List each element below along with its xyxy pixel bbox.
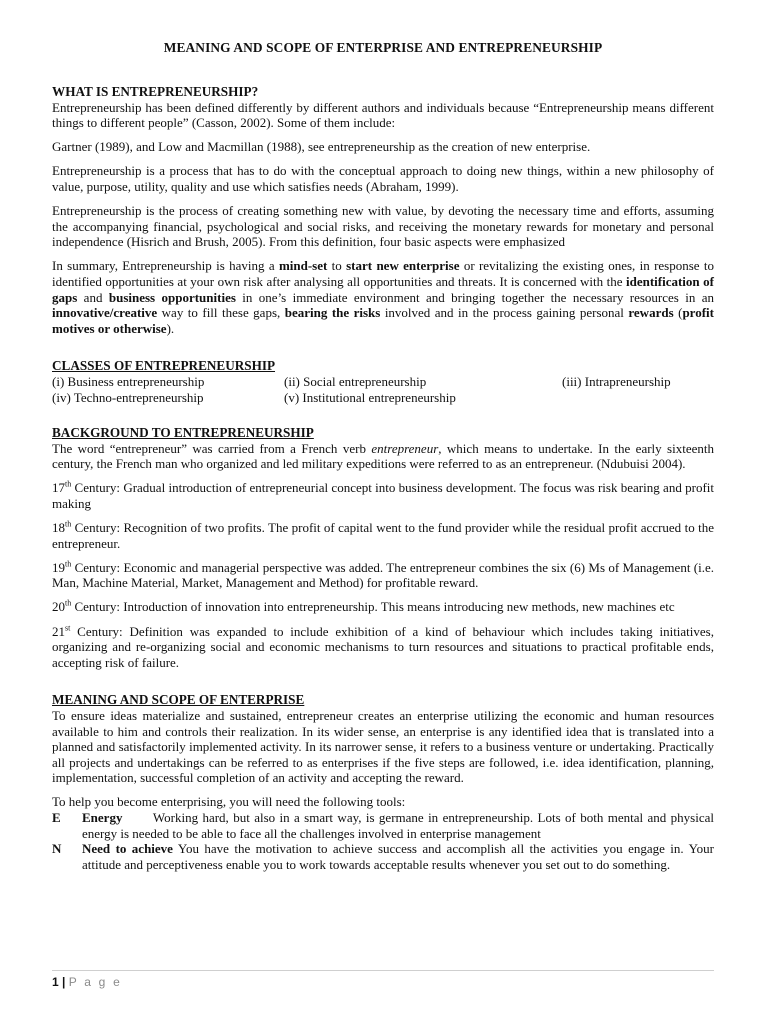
tool-letter: N: [52, 841, 62, 857]
tool-energy: [52, 809, 718, 841]
paragraph-definition-intro: Entrepreneurship has been defined differently by different authors and individuals because “Entrepreneurship means different things to different people” (Casson, 2002). Some of them include:: [52, 99, 714, 131]
list-item: (v) Institutional entrepreneurship: [284, 389, 456, 405]
tool-letter: E: [52, 809, 61, 825]
document-page: [52, 40, 718, 872]
section-heading-enterprise: MEANING AND SCOPE OF ENTERPRISE: [52, 692, 305, 708]
list-item: (iii) Intrapreneurship: [562, 373, 671, 389]
paragraph-process: Entrepreneurship is a process that has to do with the conceptual approach to doing new things, within a new philosophy of value, purpose, utility, quality and use which satisfies needs (Abraham, 1999).: [52, 163, 714, 194]
footer-separator: |: [62, 975, 66, 989]
paragraph-century-19: 19th Century: Economic and managerial perspective was added. The entrepreneur combines the six (6) Ms of Management (i.e. Man, Machine Material, Market, Management and Method) for profitable reward.: [52, 559, 714, 591]
paragraph-enterprise: To ensure ideas materialize and sustained, entrepreneur creates an enterprise utilizing the economic and human resources available to him and controls their realization. In its wider sense, an enterprise is any identified idea that is translated into a planned and satisfactorily implemented activity. In its narrower sense, it refers to a business venture or undertaking. Practically all projects and undertakings can be referred to as enterprises if the five steps are followed, i.e. idea identification, planning, implementation, successful completion of an activity and accepting the reward.: [52, 707, 714, 786]
tool-title: Need to achieve: [82, 841, 173, 857]
section-heading-what-is: WHAT IS ENTREPRENEURSHIP?: [52, 84, 259, 99]
tool-title: Energy: [82, 809, 123, 825]
classes-row: [52, 374, 714, 390]
section-heading-background: BACKGROUND TO ENTREPRENEURSHIP: [52, 425, 314, 441]
paragraph-tools-intro: To help you become enterprising, you will need the following tools:: [52, 794, 406, 810]
paragraph-gartner: Gartner (1989), and Low and Macmillan (1988), see entrepreneurship as the creation of new enterprise.: [52, 139, 591, 155]
list-item: (ii) Social entrepreneurship: [284, 373, 427, 389]
tool-text: You have the motivation to achieve success and accomplish all the activities you engage in. Your attitude and perceptiveness enable you to work towards acceptable results whenever you set out to do something.: [82, 841, 715, 872]
tool-text: Working hard, but also in a smart way, is germane in entrepreneurship. Lots of both mental and physical energy is needed to be able to face all the challenges involved in enterprise management: [82, 809, 718, 841]
classes-list: [52, 374, 714, 405]
paragraph-century-17: 17th Century: Gradual introduction of entrepreneurial concept into business development. The focus was risk bearing and profit making: [52, 480, 714, 511]
list-item: (iv) Techno-entrepreneurship: [52, 389, 204, 405]
tool-need-to-achieve: [52, 841, 714, 872]
page-label: P a g e: [68, 975, 122, 989]
page-number: 1: [52, 975, 59, 989]
list-item: [562, 390, 714, 406]
page-footer: [52, 970, 714, 989]
paragraph-hisrich: Entrepreneurship is the process of creating something new with value, by devoting the necessary time and efforts, assuming the accompanying financial, psychological and social risks, and receiving the monetary rewards for monetary and personal independence (Hisrich and Brush, 2005). From this definition, four basic aspects were emphasized: [52, 203, 714, 250]
paragraph-century-18: 18th Century: Recognition of two profits. The profit of capital went to the fund provider while the residual profit accrued to the entrepreneur.: [52, 519, 714, 551]
tools-list: [52, 809, 718, 872]
paragraph-background-intro: The word “entrepreneur” was carried from a French verb entrepreneur, which means to undertake. In the early sixteenth century, the French man who organized and led military expeditions were referred to as an entrepreneur. (Ndubuisi 2004).: [52, 440, 714, 472]
classes-row: [52, 390, 714, 406]
section-heading-classes: CLASSES OF ENTREPRENEURSHIP: [52, 358, 276, 374]
paragraph-century-20: 20th Century: Introduction of innovation into entrepreneurship. This means introducing new methods, new machines etc: [52, 599, 675, 615]
paragraph-century-21: 21st Century: Definition was expanded to include exhibition of a kind of behaviour which includes taking initiatives, organizing and re-organizing social and economic mechanisms to turn resources and situations to practical profitable ends, accepting risk of failure.: [52, 623, 714, 670]
paragraph-summary: In summary, Entrepreneurship is having a mind-set to start new enterprise or revitalizing the existing ones, in response to identified opportunities at your own risk after analysing all opportunities and threats. It is concerned with the identification of gaps and business opportunities in one’s immediate environment and bringing together the necessary resources in an innovative/creative way to fill these gaps, bearing the risks involved and in the process gaining personal rewards (profit motives or otherwise).: [52, 258, 715, 336]
document-title: MEANING AND SCOPE OF ENTERPRISE AND ENTREPRENEURSHIP: [163, 40, 603, 55]
list-item: (i) Business entrepreneurship: [52, 373, 205, 389]
